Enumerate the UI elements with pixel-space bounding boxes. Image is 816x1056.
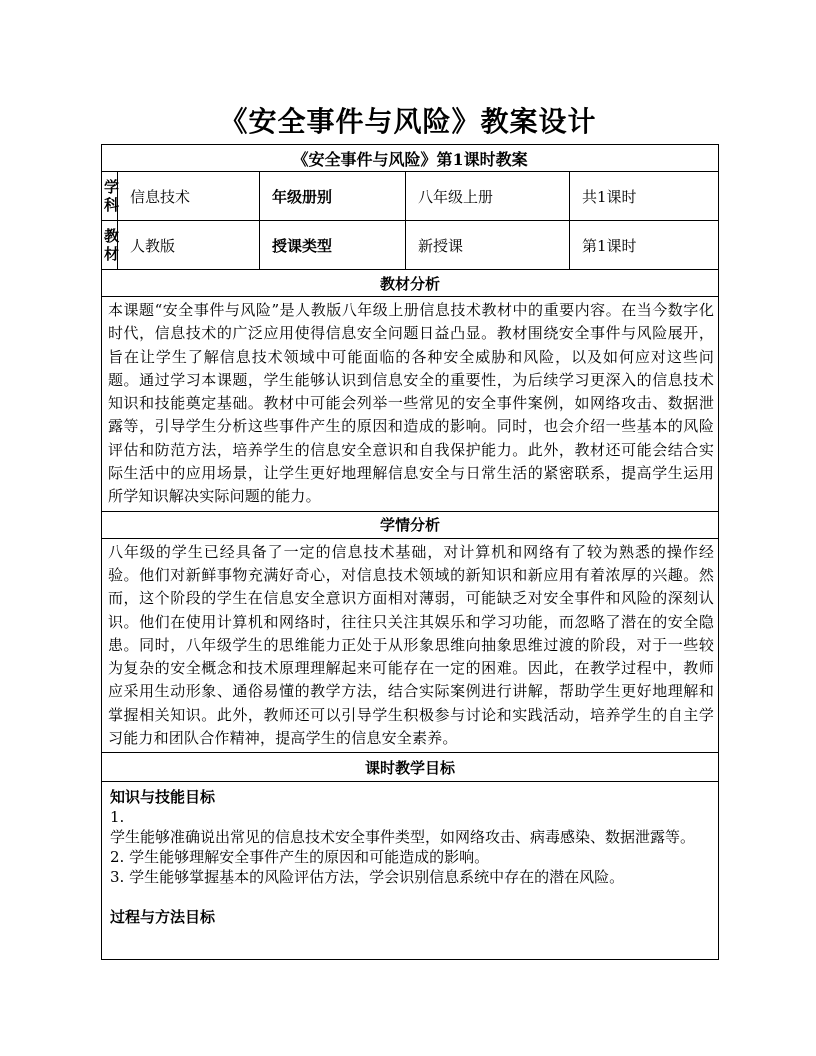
subject-label: 学科 (102, 172, 118, 221)
textbook-label: 教材 (102, 221, 118, 270)
grade-label: 年级册别 (260, 172, 406, 221)
material-analysis-heading: 教材分析 (102, 270, 719, 297)
current-period: 第1课时 (570, 221, 719, 270)
process-goals-heading: 过程与方法目标 (110, 908, 216, 927)
teaching-goals-heading: 课时教学目标 (102, 753, 719, 782)
student-analysis-heading: 学情分析 (102, 511, 719, 538)
document-title: 《安全事件与风险》教案设计 (219, 105, 597, 138)
info-row-subject (102, 172, 719, 221)
subject-value: 信息技术 (118, 172, 260, 221)
lesson-plan-table (101, 144, 719, 960)
teaching-goals-body (102, 782, 719, 960)
lesson-type-value: 新授课 (406, 221, 570, 270)
knowledge-item-3: 3. 学生能够掌握基本的风险评估方法，学会识别信息系统中存在的潜在风险。 (110, 868, 625, 887)
lesson-type-label: 授课类型 (260, 221, 406, 270)
knowledge-item-1: 学生能够准确说出常见的信息技术安全事件类型，如网络攻击、病毒感染、数据泄露等。 (110, 828, 696, 847)
material-analysis-text: 本课题“安全事件与风险”是人教版八年级上册信息技术教材中的重要内容。在当今数字化时代，信息技术的广泛应用使得信息安全问题日益凸显。教材围绕安全事件与风险展开，旨在让学生了解信息技术领域中可能面临的各种安全威胁和风险，以及如何应对这些问题。通过学习本课题，学生能够认识到信息安全的重要性，为后续学习更深入的信息技术知识和技能奠定基础。教材中可能会列举一些常见的安全事件案例，如网络攻击、数据泄露等，引导学生分析这些事件产生的原因和造成的影响。同时，也会介绍一些基本的风险评估和防范方法，培养学生的信息安全意识和自我保护能力。此外，教材还可能会结合实际生活中的应用场景，让学生更好地理解信息安全与日常生活的紧密联系，提高学生运用所学知识解决实际问题的能力。 (102, 297, 719, 512)
total-periods: 共1课时 (570, 172, 719, 221)
grade-value: 八年级上册 (406, 172, 570, 221)
knowledge-item-2: 2. 学生能够理解安全事件产生的原因和可能造成的影响。 (110, 848, 490, 867)
knowledge-goals-heading: 知识与技能目标 (110, 788, 216, 807)
knowledge-item-1-number: 1. (110, 808, 125, 827)
info-row-textbook (102, 221, 719, 270)
textbook-value: 人教版 (118, 221, 260, 270)
student-analysis-text: 八年级的学生已经具备了一定的信息技术基础，对计算机和网络有了较为熟悉的操作经验。他们对新鲜事物充满好奇心，对信息技术领域的新知识和新应用有着浓厚的兴趣。然而，这个阶段的学生在信息安全意识方面相对薄弱，可能缺乏对安全事件和风险的深刻认识。他们在使用计算机和网络时，往往只关注其娱乐和学习功能，而忽略了潜在的安全隐患。同时，八年级学生的思维能力正处于从形象思维向抽象思维过渡的阶段，对于一些较为复杂的安全概念和技术原理理解起来可能存在一定的困难。因此，在教学过程中，教师应采用生动形象、通俗易懂的教学方法，结合实际案例进行讲解，帮助学生更好地理解和掌握相关知识。此外，教师还可以引导学生积极参与讨论和实践活动，培养学生的自主学习能力和团队合作精神，提高学生的信息安全素养。 (102, 538, 719, 753)
lesson-subtitle: 《安全事件与风险》第1课时教案 (102, 145, 719, 172)
